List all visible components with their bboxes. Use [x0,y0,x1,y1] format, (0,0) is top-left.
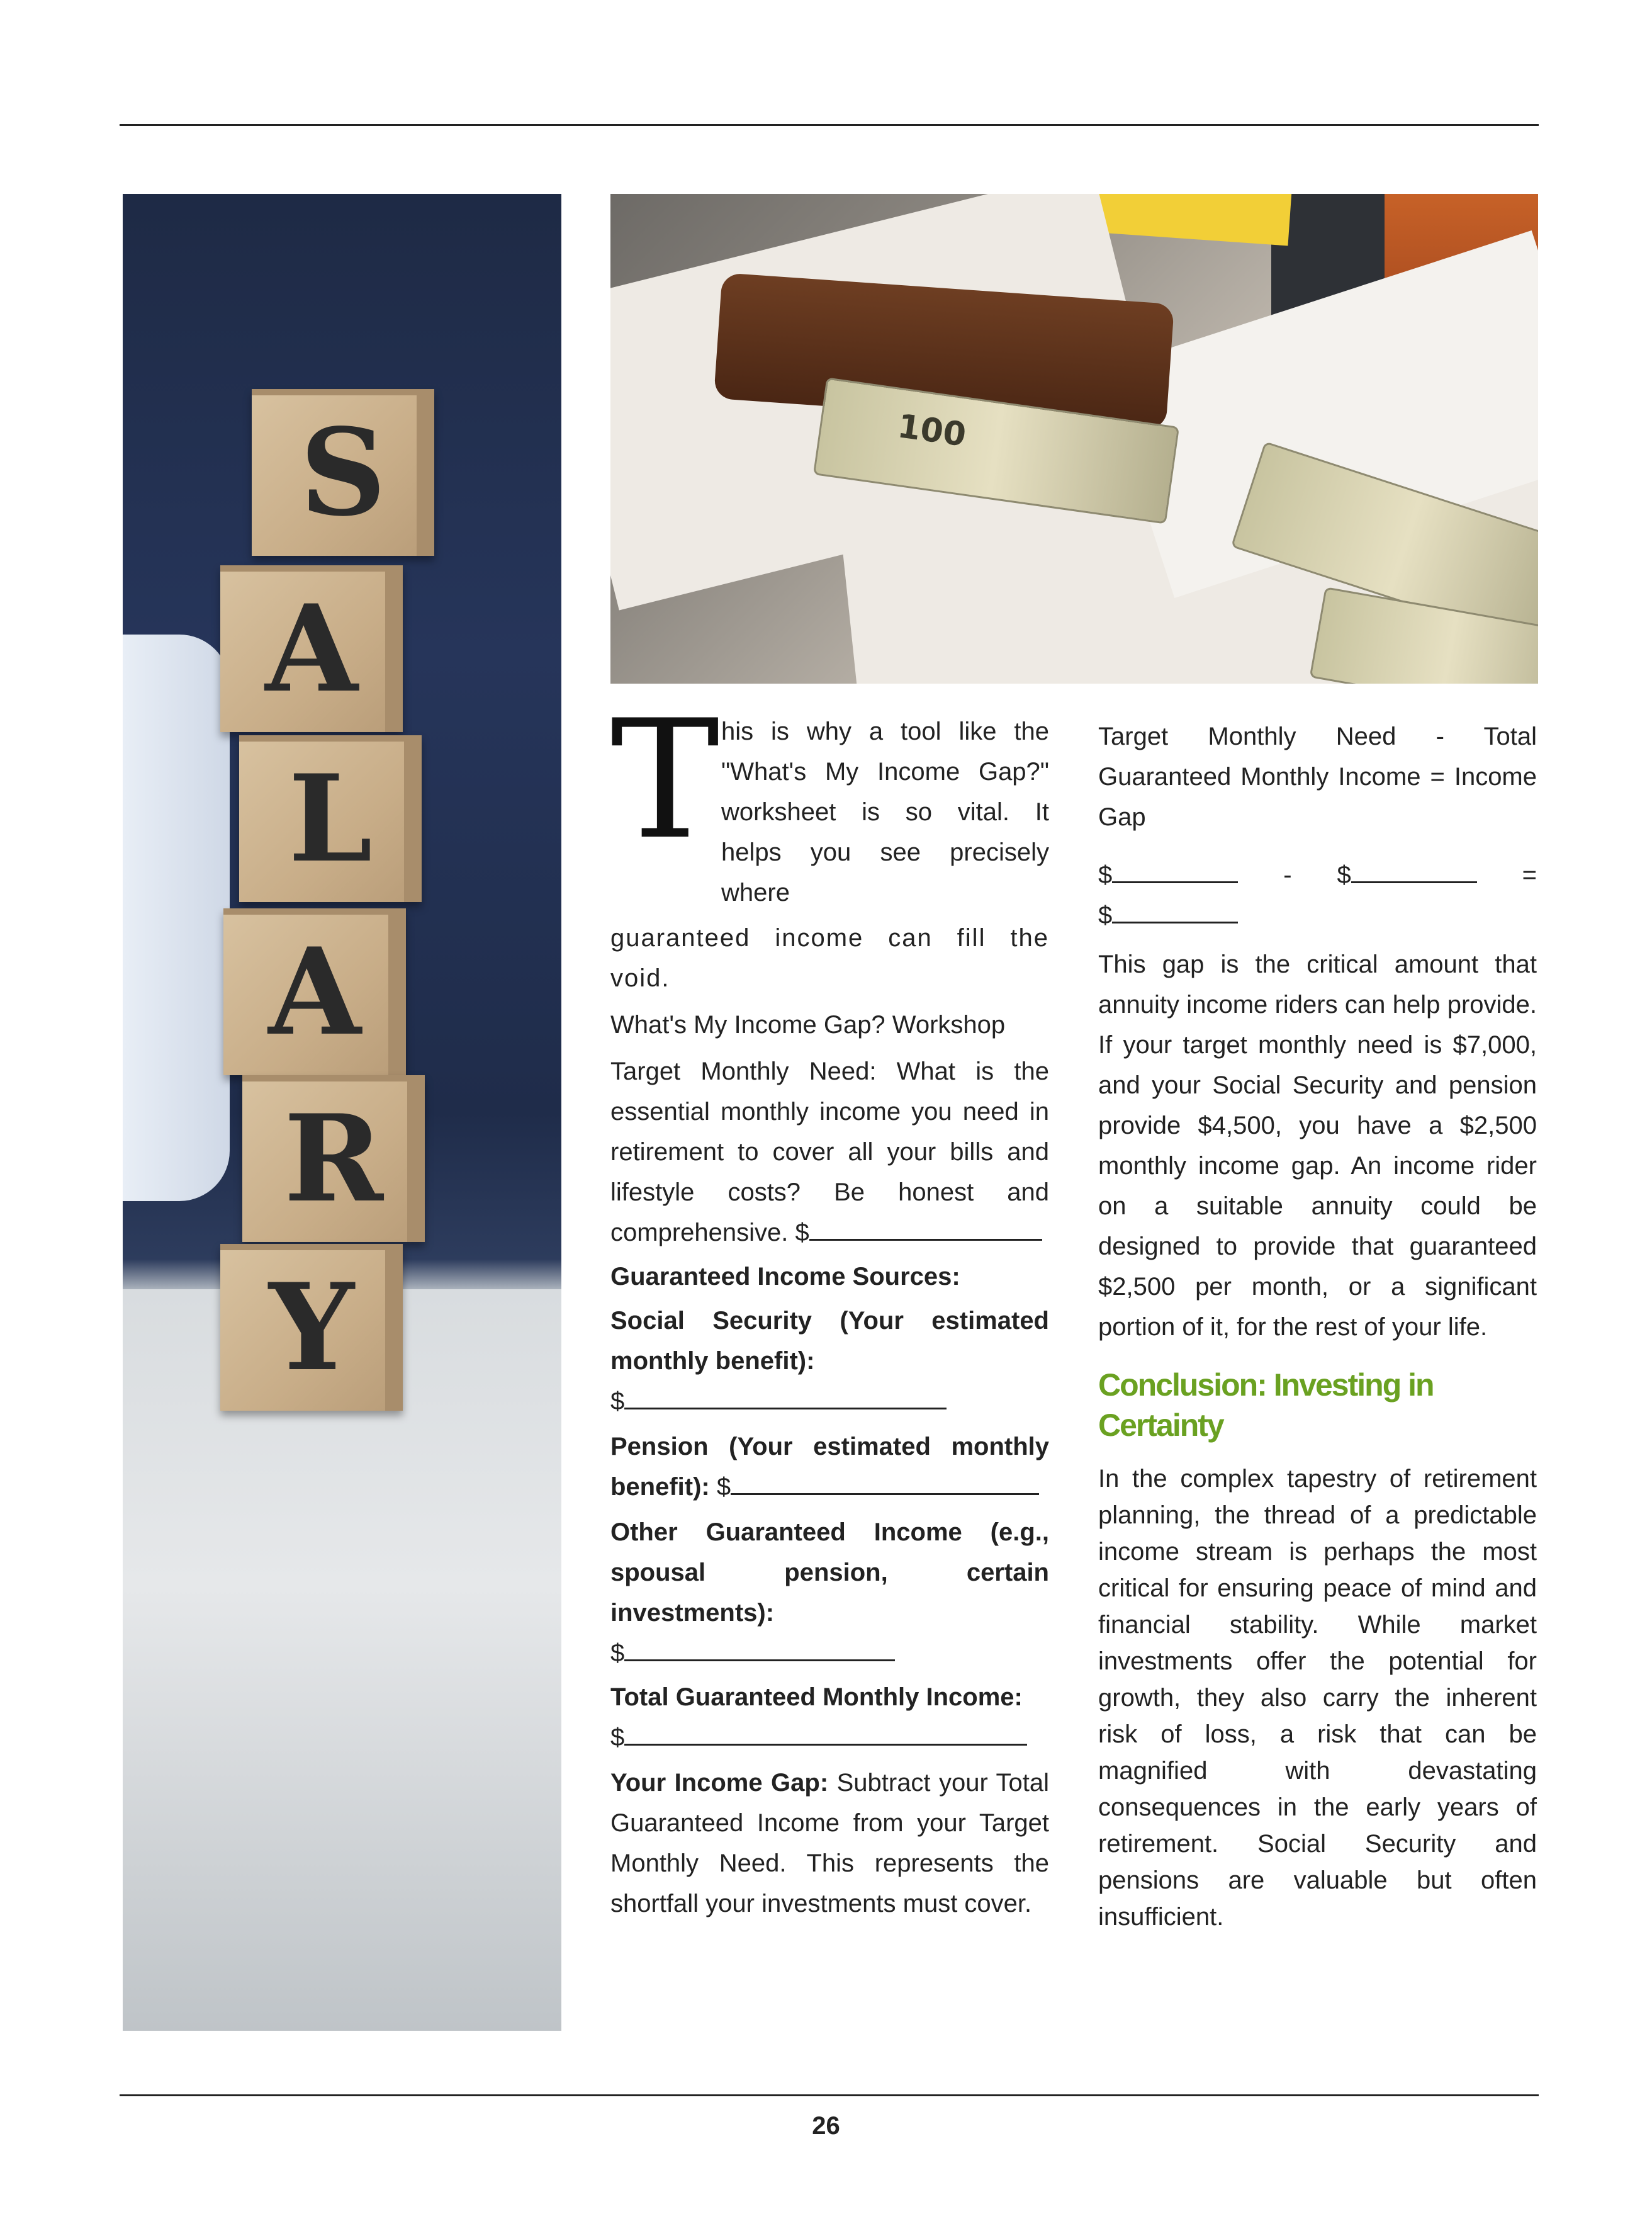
dollar-sign: $ [1098,861,1113,889]
block-letter: A [265,578,358,719]
left-text-column [610,686,1049,1924]
salary-block-a1 [220,565,403,732]
salary-block-y [220,1244,403,1411]
intro-line: worksheet is so vital. It [721,798,1049,826]
formula-blank-1 [1098,855,1238,895]
minus-sign: - [1283,861,1292,889]
salary-block-l [239,735,422,902]
conclusion-text: In the complex tapestry of retirement planning, the thread of a predictable income stream is perhaps the most critical for ensuring peace of mind and financial stability. While market investments offer the potential for growth, they also carry the inherent risk of loss, a risk that can be magnified with devastating consequences in the early years of retirement. Social Security and pensions are valuable but often insufficient. [1098,1465,1537,1931]
dollar-sign: $ [1098,901,1113,929]
intro-line: "What's My Income Gap?" [721,758,1049,786]
banknote-value: 100 [895,407,969,455]
intro-line: his is why a tool like the [721,718,1049,745]
photo-shirt [123,635,230,1201]
salary-block-r [242,1075,425,1242]
dollar-sign: $ [709,1473,731,1501]
other-income-label: Other Guaranteed Income (e.g., spousal pension, certain investments): [610,1518,1049,1627]
block-letter: L [288,748,373,889]
target-need-blank[interactable] [809,1214,1042,1241]
formula-result-line [1098,895,1537,935]
formula-blank-2 [1337,855,1476,895]
total-income-blank[interactable] [624,1719,1027,1746]
formula-blanks-row [1098,855,1537,895]
salary-block-a2 [223,908,406,1075]
intro-block [610,686,1049,913]
money-papers-photo [610,194,1538,684]
target-need-paragraph [610,1051,1049,1253]
social-security-label: Social Security (Your estimated monthly benefit): [610,1307,1049,1375]
block-letter: A [268,921,361,1062]
income-gap-label: Your Income Gap: [610,1769,829,1797]
income-gap-paragraph [610,1763,1049,1924]
total-income-line [610,1717,1049,1758]
block-letter: S [300,402,386,543]
other-income-blank[interactable] [624,1634,895,1661]
intro-tail: guaranteed income can fill the void. [610,924,1049,992]
salary-block-s [252,389,434,556]
dollar-sign: $ [610,1387,625,1415]
top-rule [120,124,1539,126]
workshop-title: What's My Income Gap? Workshop [610,1011,1006,1039]
other-income-line [610,1633,1049,1673]
guaranteed-blank[interactable] [1351,856,1477,883]
pension-blank[interactable] [731,1468,1039,1495]
target-need-text: Target Monthly Need: What is the essential monthly income you need in retirement to cover all your bills and lifestyle costs? Be honest and comprehensive. $ [610,1058,1049,1246]
block-letter: R [284,1088,383,1229]
drop-cap: T [610,686,720,876]
gap-blank[interactable] [1112,896,1238,923]
social-security-blank[interactable] [624,1382,947,1409]
conclusion-heading: Conclusion: Investing in Certainty [1098,1367,1434,1443]
total-income-label: Total Guaranteed Monthly Income: [610,1683,1023,1711]
need-blank[interactable] [1112,856,1238,883]
intro-line: helps you see precisely [721,838,1049,866]
dollar-sign: $ [610,1724,625,1751]
bottom-rule [120,2094,1539,2096]
pension-label: Pension (Your estimated monthly benefit): [610,1433,1049,1501]
income-gap-text: Subtract your Total Guaranteed Income from your Target Monthly Need. This represents the shortfall your investments must cover. [610,1769,1049,1917]
right-text-column [1098,716,1537,1935]
page-number: 26 [812,2112,840,2140]
pension-paragraph [610,1426,1049,1507]
intro-line: where [721,879,790,906]
social-security-line [610,1381,1049,1421]
gap-explanation: This gap is the critical amount that annuity income riders can help provide. If your target monthly need is $7,000, and your Social Security and pension provide $4,500, you have a $2,500 monthly income gap. An income rider on a suitable annuity could be designed to provide that guaranteed $2,500 per month, or a significant portion of it, for the rest of your life. [1098,951,1537,1341]
dollar-sign: $ [610,1639,625,1667]
gap-formula: Target Monthly Need - Total Guaranteed Monthly Income = Income Gap [1098,723,1537,831]
sources-heading: Guaranteed Income Sources: [610,1263,960,1290]
salary-blocks-photo [123,194,561,2031]
dollar-sign: $ [1337,861,1351,889]
equals-sign: = [1522,861,1537,889]
block-letter: Y [269,1256,354,1397]
